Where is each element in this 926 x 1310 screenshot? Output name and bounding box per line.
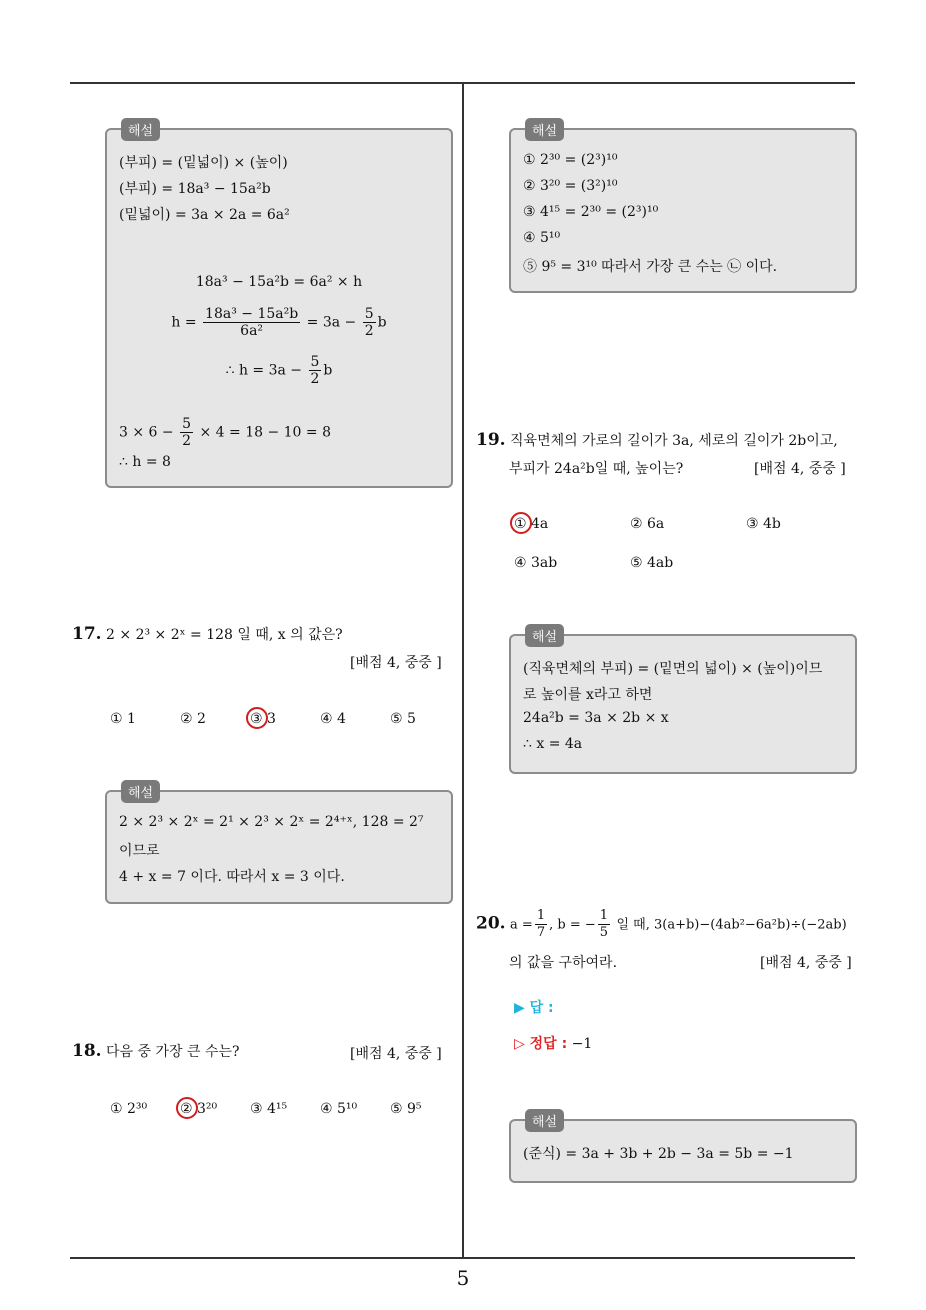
q16-l5-den: 6a² — [240, 323, 264, 339]
q20-a-lhs: a = — [510, 917, 533, 933]
q18-question — [72, 1041, 240, 1061]
q16-l5-fraction — [203, 306, 300, 339]
q17-sol-line-3: 4 + x = 7 이다. 따라서 x = 3 이다. — [119, 869, 345, 885]
q16-l6-end: b — [323, 362, 333, 379]
q20-solution-box — [509, 1115, 857, 1183]
answer-label: ▶ 답 : — [514, 1000, 554, 1016]
q20-text-rest: 일 때, 3(a+b)−(4ab²−6a²b)÷(−2ab) — [616, 917, 847, 933]
q19-question-line-1 — [476, 430, 838, 450]
q16-l5-fraction-2 — [363, 306, 376, 339]
q18-choice-4[interactable]: ④ 5¹⁰ — [320, 1101, 358, 1117]
answer-circle-mark — [510, 512, 532, 534]
q17-choice-3[interactable]: ③ 3 — [250, 711, 276, 727]
q19-choice-5[interactable]: ⑤ 4ab — [630, 555, 674, 571]
q18-sol-line-3: ③ 4¹⁵ = 2³⁰ = (2³)¹⁰ — [523, 204, 659, 220]
q17-choice-4[interactable]: ④ 4 — [320, 711, 346, 727]
q18-number: 18. — [72, 1041, 102, 1061]
q16-sol-line-3: (밑넓이) = 3a × 2a = 6a² — [119, 207, 290, 223]
q16-l5-end: b — [377, 314, 387, 331]
q20-b-fn: 1 — [599, 908, 609, 923]
q18-sol-line-1: ① 2³⁰ = (2³)¹⁰ — [523, 152, 618, 168]
q18-solution-box — [509, 124, 857, 293]
q18-sol-line-5: ⑤ 9⁵ = 3¹⁰ 따라서 가장 큰 수는 ㉡ 이다. — [523, 259, 778, 275]
q16-sol-line-4: 18a³ − 15a²b = 6a² × h — [195, 274, 363, 290]
q16-l7-end: × 4 = 18 − 10 = 8 — [199, 424, 331, 441]
q16-l6-lhs: ∴ h = 3a − — [225, 362, 303, 379]
q16-sol-line-6 — [107, 354, 451, 387]
solution-tag: 해설 — [525, 1109, 564, 1132]
q19-choice-1[interactable]: ① 4a — [514, 516, 549, 532]
q16-l5-num: 18a³ − 15a²b — [205, 306, 299, 322]
q19-choice-4[interactable]: ④ 3ab — [514, 555, 558, 571]
q19-text-2: 부피가 24a²b일 때, 높이는? — [509, 461, 684, 477]
q16-l7-fraction — [180, 416, 193, 449]
q16-l5-lhs: h = — [171, 314, 197, 331]
q16-solution-box — [105, 124, 453, 488]
q20-number: 20. — [476, 913, 506, 934]
q17-sol-line-1: 2 × 2³ × 2ˣ = 2¹ × 2³ × 2ˣ = 2⁴⁺ˣ, 128 = 2⁷ — [119, 814, 424, 830]
q16-sol-line-8: ∴ h = 8 — [119, 454, 171, 470]
q20-a-fn: 1 — [536, 908, 546, 923]
q16-l6-fn: 5 — [310, 354, 320, 370]
q20-b-fraction — [598, 908, 610, 941]
q18-choice-2[interactable]: ② 3²⁰ — [180, 1101, 218, 1117]
q19-text-1: 직육면체의 가로의 길이가 3a, 세로의 길이가 2b이고, — [510, 433, 838, 449]
q20-a-fd: 7 — [536, 925, 546, 940]
page-number: 5 — [456, 1266, 470, 1290]
q19-sol-line-4: ∴ x = 4a — [523, 736, 583, 752]
q19-choice-3[interactable]: ③ 4b — [746, 516, 781, 532]
q18-sol-line-4: ④ 5¹⁰ — [523, 230, 561, 246]
q16-sol-line-1: (부피) = (밑넓이) × (높이) — [119, 155, 288, 171]
q18-choice-3[interactable]: ③ 4¹⁵ — [250, 1101, 288, 1117]
q20-b-lhs: , b = − — [549, 917, 596, 933]
answer-circle-mark — [176, 1097, 198, 1119]
correct-answer-label: ▷ 정답 : — [514, 1036, 568, 1052]
correct-answer-value: −1 — [571, 1036, 593, 1052]
q16-l7-fn: 5 — [182, 416, 192, 432]
q18-score: [배점 4, 중중 ] — [350, 1046, 442, 1062]
correct-answer-row — [514, 1033, 592, 1053]
q18-choice-5[interactable]: ⑤ 9⁵ — [390, 1101, 422, 1117]
q17-number: 17. — [72, 624, 102, 644]
column-divider — [462, 84, 464, 1257]
q17-choice-1[interactable]: ① 1 — [110, 711, 136, 727]
q20-score: [배점 4, 중중 ] — [760, 955, 852, 971]
q16-l7-fd: 2 — [182, 433, 192, 449]
q20-question-line-1 — [476, 908, 847, 941]
answer-circle-mark — [246, 707, 268, 729]
q16-l7-lhs: 3 × 6 − — [119, 424, 174, 441]
q16-sol-line-2: (부피) = 18a³ − 15a²b — [119, 181, 271, 197]
q19-number: 19. — [476, 430, 506, 450]
solution-tag: 해설 — [121, 780, 160, 803]
q20-b-fd: 5 — [599, 925, 609, 940]
q19-score: [배점 4, 중중 ] — [754, 461, 846, 477]
q20-text-2: 의 값을 구하여라. — [509, 955, 618, 971]
q17-score: [배점 4, 중중 ] — [350, 655, 442, 671]
q16-sol-line-5 — [107, 306, 451, 339]
q16-l5-mid: = 3a − — [306, 314, 357, 331]
q18-sol-line-2: ② 3²⁰ = (3²)¹⁰ — [523, 178, 618, 194]
q19-choice-2[interactable]: ② 6a — [630, 516, 665, 532]
q17-sol-line-2: 이므로 — [119, 843, 160, 859]
q17-solution-box — [105, 786, 453, 904]
solution-tag: 해설 — [121, 118, 160, 141]
q17-text: 2 × 2³ × 2ˣ = 128 일 때, x 의 값은? — [106, 627, 343, 643]
q18-choice-1[interactable]: ① 2³⁰ — [110, 1101, 148, 1117]
q19-sol-line-2: 로 높이를 x라고 하면 — [523, 687, 653, 703]
q17-choice-2[interactable]: ② 2 — [180, 711, 206, 727]
solution-tag: 해설 — [525, 118, 564, 141]
footer-rule — [70, 1257, 855, 1259]
q16-l5-fn: 5 — [364, 306, 374, 322]
q16-l6-fd: 2 — [310, 371, 320, 387]
q17-question — [72, 624, 343, 644]
q20-a-fraction — [535, 908, 547, 941]
q19-solution-box — [509, 630, 857, 774]
q16-sol-line-7 — [119, 416, 331, 449]
q19-sol-line-1: (직육면체의 부피) = (밑면의 넓이) × (높이)이므 — [523, 661, 823, 677]
solution-tag: 해설 — [525, 624, 564, 647]
q17-choice-5[interactable]: ⑤ 5 — [390, 711, 416, 727]
q20-sol-line-1: (준식) = 3a + 3b + 2b − 3a = 5b = −1 — [523, 1146, 794, 1162]
q19-sol-line-3: 24a²b = 3a × 2b × x — [523, 710, 669, 726]
q18-text: 다음 중 가장 큰 수는? — [106, 1044, 240, 1060]
q16-l6-fraction — [309, 354, 322, 387]
q16-l5-fd: 2 — [364, 323, 374, 339]
